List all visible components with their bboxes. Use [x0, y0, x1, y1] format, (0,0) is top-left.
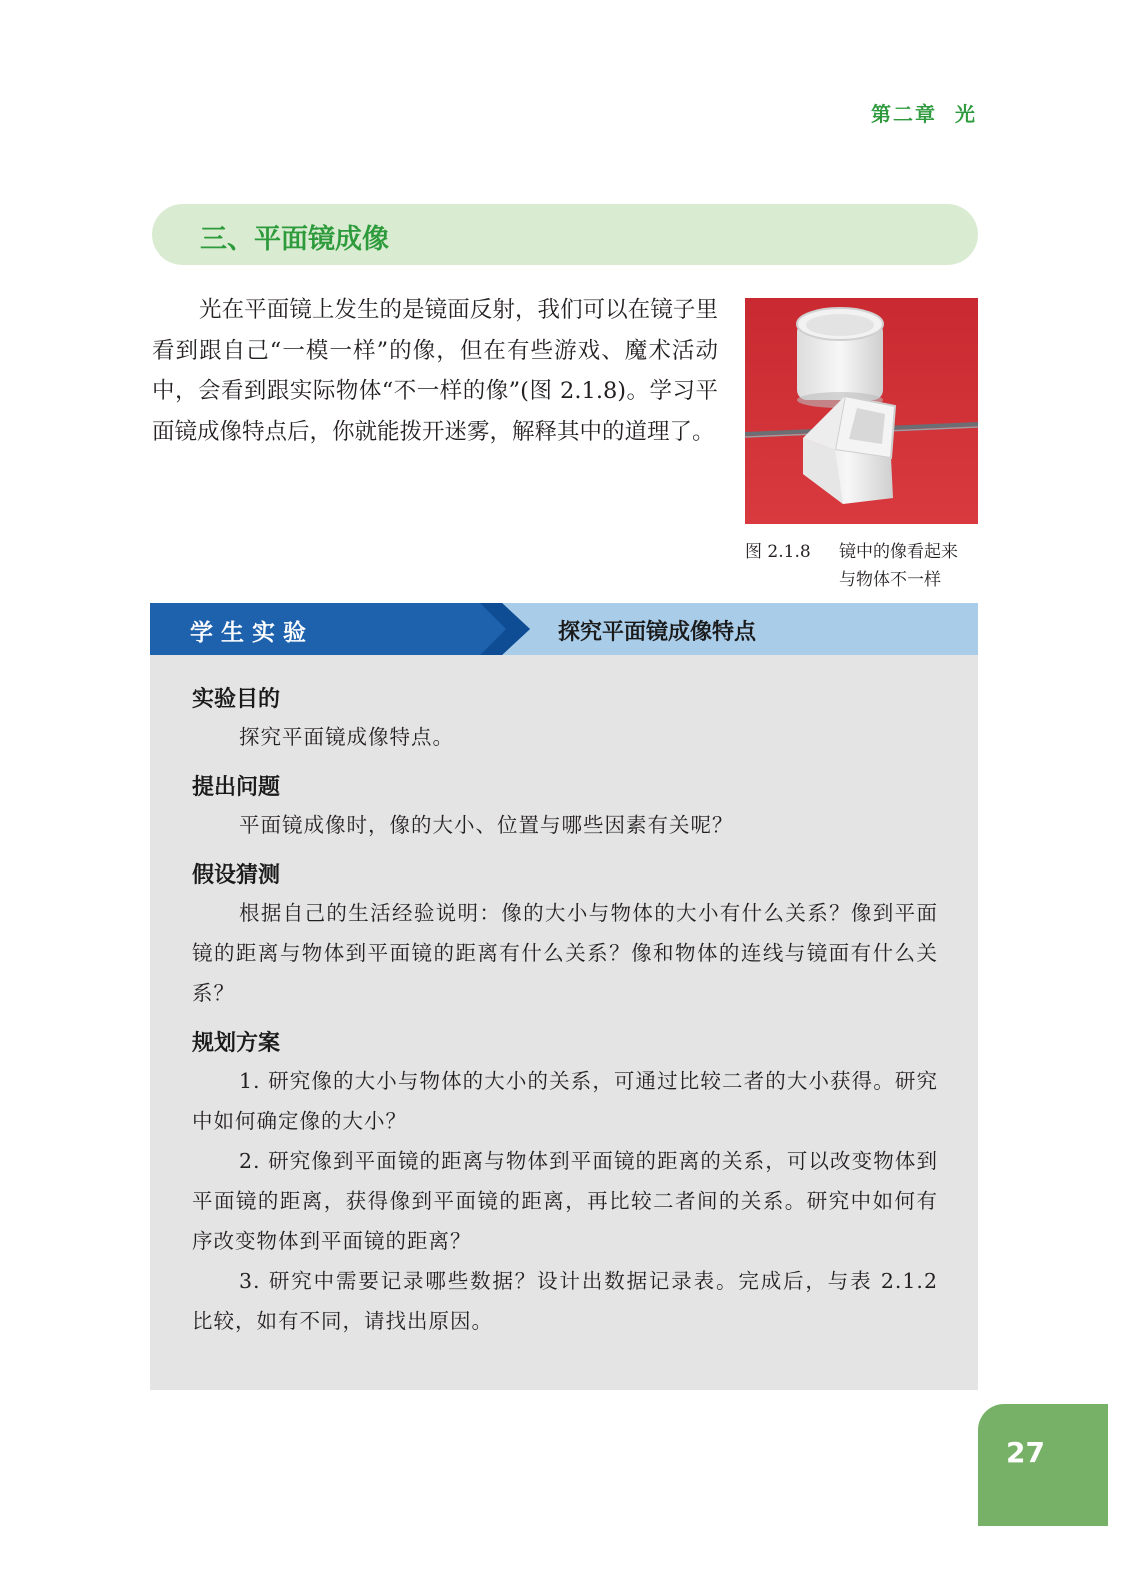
figure-number: 图 2.1.8	[745, 542, 811, 562]
experiment-body	[192, 683, 938, 1355]
mirror-photo-illustration	[745, 298, 978, 524]
experiment-header	[150, 603, 978, 655]
section-hypothesis	[192, 859, 938, 1013]
purpose-heading: 实验目的	[192, 687, 281, 712]
purpose-text: 探究平面镜成像特点。	[239, 725, 454, 749]
section-title: 三、平面镜成像	[200, 224, 389, 255]
plan-step-2: 2. 研究像到平面镜的距离与物体到平面镜的距离的关系，可以改变物体到平面镜的距离，获得像到平面镜的距离，再比较二者间的关系。研究中如何有序改变物体到平面镜的距离？	[192, 1149, 938, 1253]
plan-heading: 规划方案	[192, 1031, 281, 1056]
figure-caption-line2: 与物体不一样	[839, 570, 941, 590]
experiment-tab-label: 学生实验	[190, 620, 314, 646]
chapter-name: 光	[955, 102, 977, 126]
page-number-tab	[978, 1404, 1108, 1526]
page-number: 27	[1006, 1436, 1045, 1469]
figure-photo	[745, 298, 978, 524]
hypothesis-heading: 假设猜测	[192, 863, 281, 888]
experiment-title: 探究平面镜成像特点	[558, 620, 757, 645]
chapter-header	[871, 98, 977, 127]
question-heading: 提出问题	[192, 775, 281, 800]
figure-caption	[745, 538, 985, 594]
section-question	[192, 771, 938, 845]
section-banner	[152, 204, 978, 265]
question-text: 平面镜成像时，像的大小、位置与哪些因素有关呢？	[239, 813, 734, 837]
experiment-panel	[150, 603, 978, 1390]
intro-paragraph: 光在平面镜上发生的是镜面反射，我们可以在镜子里看到跟自己“一模一样”的像，但在有些游戏、魔术活动中，会看到跟实际物体“不一样的像”(图 2.1.8)。学习平面镜成像特点后，你就能拨开迷雾，解释其中的道理了。	[152, 297, 718, 445]
section-purpose	[192, 683, 938, 757]
chapter-label: 第二章	[871, 102, 937, 126]
plan-step-1: 1. 研究像的大小与物体的大小的关系，可通过比较二者的大小获得。研究中如何确定像的大小？	[192, 1069, 938, 1133]
section-plan	[192, 1027, 938, 1341]
figure-caption-line1: 镜中的像看起来	[839, 542, 958, 562]
plan-step-3: 3. 研究中需要记录哪些数据？设计出数据记录表。完成后，与表 2.1.2 比较，如有不同，请找出原因。	[192, 1269, 938, 1333]
hypothesis-text: 根据自己的生活经验说明：像的大小与物体的大小有什么关系？像到平面镜的距离与物体到平面镜的距离有什么关系？像和物体的连线与镜面有什么关系？	[192, 901, 938, 1005]
